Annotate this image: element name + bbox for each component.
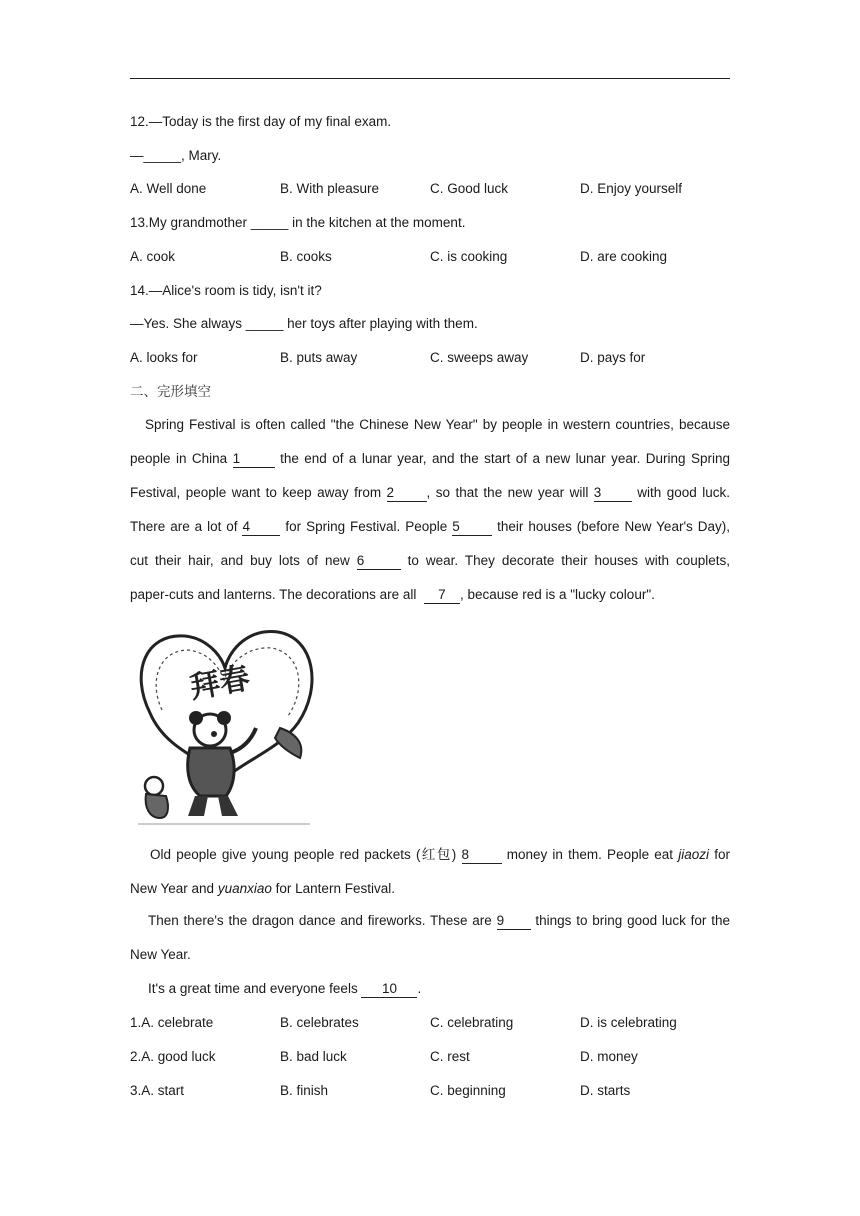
passage-line-1: Spring Festival is often called "the Chinese New Year" by people in western countries, because	[145, 417, 730, 432]
passage-paragraph-4	[130, 972, 730, 1006]
blank-5: 5	[452, 519, 492, 536]
blank-8: 8	[462, 847, 502, 864]
passage-line-3: Festival, people want to keep away from 2 , so that the new year will 3 with good luck.	[130, 485, 730, 500]
answer-3-option-c: C. beginning	[430, 1083, 506, 1098]
blank-1: 1	[233, 451, 275, 468]
blank-6: 6	[357, 553, 401, 570]
answer-1-option-b: B. celebrates	[280, 1015, 359, 1030]
passage-paragraph-3	[130, 904, 730, 972]
blank-4: 4	[242, 519, 280, 536]
q13-option-b: B. cooks	[280, 249, 332, 264]
answer-2-option-c: C. rest	[430, 1049, 470, 1064]
answer-row-3	[130, 1081, 730, 1101]
blank-2: 2	[387, 485, 427, 502]
answer-2-option-b: B. bad luck	[280, 1049, 347, 1064]
blank-10: 10	[361, 981, 417, 998]
q12-option-c: C. Good luck	[430, 181, 509, 196]
q13-option-a: A. cook	[130, 249, 176, 264]
blank-7: 7	[424, 587, 460, 604]
q14-option-a: A. looks for	[130, 350, 198, 365]
passage-line-8: New Year and yuanxiao for Lantern Festival.	[130, 881, 395, 896]
q13-option-c: C. is cooking	[430, 249, 508, 264]
q13-question: 13.My grandmother _____ in the kitchen at the moment.	[130, 215, 466, 230]
passage-paragraph-2	[130, 838, 730, 906]
answer-1-option-c: C. celebrating	[430, 1015, 514, 1030]
q13-options	[130, 247, 730, 267]
new-year-cartoon-icon	[130, 618, 320, 828]
passage-line-4: There are a lot of 4 for Spring Festival. People 5 their houses (before New Year's Day),	[130, 519, 730, 534]
answer-row-2	[130, 1047, 730, 1067]
blank-9: 9	[497, 913, 531, 930]
passage-paragraph-1	[130, 408, 730, 612]
q14-reply: —Yes. She always _____ her toys after playing with them.	[130, 316, 478, 331]
passage-line-10: New Year.	[130, 947, 191, 962]
q14-option-c: C. sweeps away	[430, 350, 529, 365]
answer-3-option-d: D. starts	[580, 1083, 631, 1098]
section-title: 二、完形填空	[130, 384, 211, 400]
answer-2-option-d: D. money	[580, 1049, 638, 1064]
svg-text:拜春: 拜春	[187, 660, 253, 706]
q14-option-b: B. puts away	[280, 350, 358, 365]
passage-line-11: It's a great time and everyone feels 10 .	[148, 981, 422, 996]
q14-question: 14.—Alice's room is tidy, isn't it?	[130, 283, 322, 298]
q12-option-d: D. Enjoy yourself	[580, 181, 683, 196]
q14-options	[130, 348, 730, 368]
passage-line-7: Old people give young people red packets (红包) 8 money in them. People eat jiaozi for	[150, 847, 730, 862]
q13-option-d: D. are cooking	[580, 249, 668, 264]
answer-1-option-d: D. is celebrating	[580, 1015, 677, 1030]
passage-line-5: cut their hair, and buy lots of new 6 to wear. They decorate their houses with couplets,	[130, 553, 730, 568]
answer-row-1	[130, 1013, 730, 1033]
q12-reply: —_____, Mary.	[130, 148, 222, 163]
q12-option-b: B. With pleasure	[280, 181, 380, 196]
passage-line-2: people in China 1 the end of a lunar year, and the start of a new lunar year. During Spring	[130, 451, 730, 466]
q12-option-a: A. Well done	[130, 181, 207, 196]
answer-2-option-a: 2.A. good luck	[130, 1049, 216, 1064]
passage-line-6: paper-cuts and lanterns. The decorations are all 7 , because red is a "lucky colour".	[130, 587, 655, 602]
answer-3-option-b: B. finish	[280, 1083, 329, 1098]
q12-options	[130, 179, 730, 199]
q14-option-d: D. pays for	[580, 350, 646, 365]
blank-3: 3	[594, 485, 632, 502]
passage-line-9: Then there's the dragon dance and fireworks. These are 9 things to bring good luck for the	[148, 913, 730, 928]
q12-question: 12.—Today is the first day of my final exam.	[130, 114, 392, 129]
header-rule	[130, 78, 730, 79]
answer-1-option-a: 1.A. celebrate	[130, 1015, 214, 1030]
answer-3-option-a: 3.A. start	[130, 1083, 185, 1098]
